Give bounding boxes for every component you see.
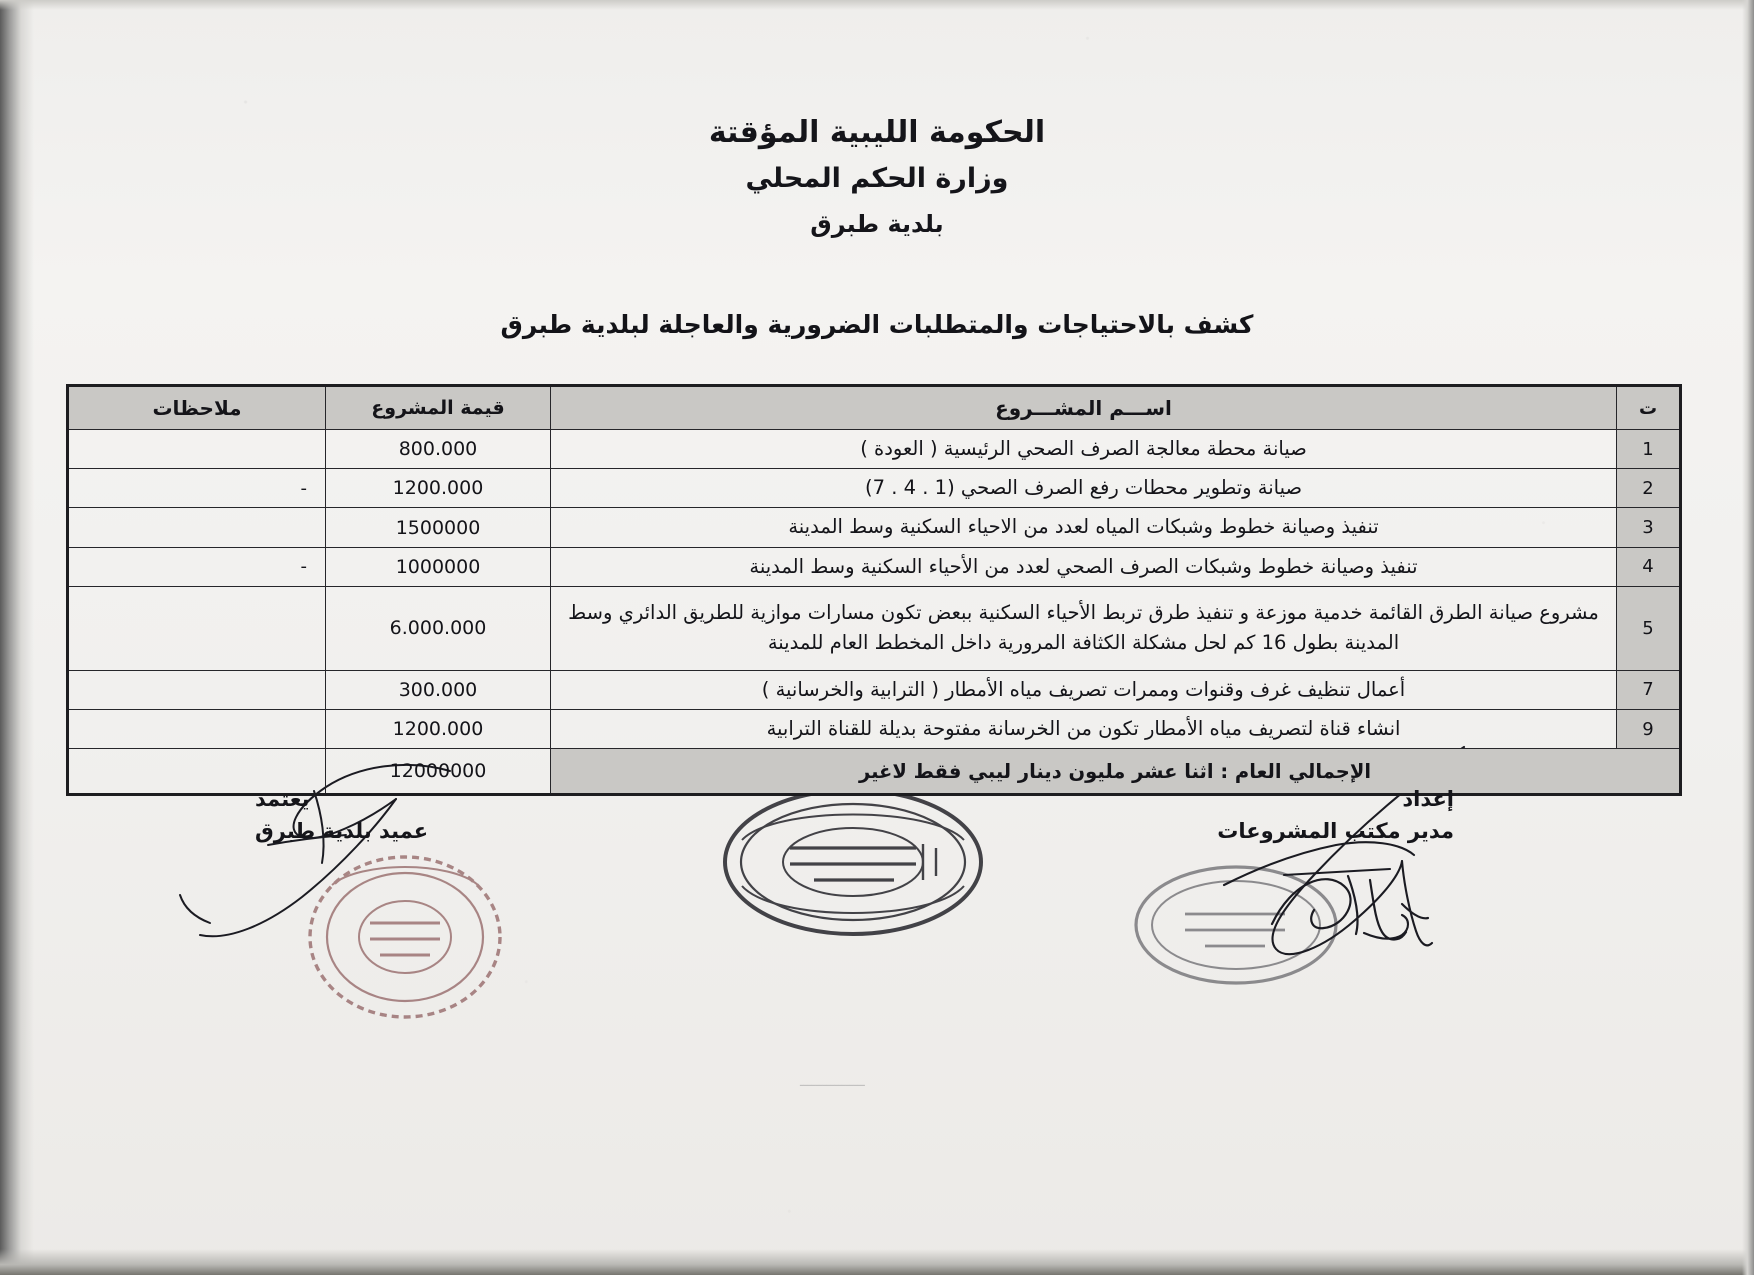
cell-project-value: 1000000 <box>326 547 551 586</box>
table-header <box>68 386 1681 430</box>
scan-edge-top <box>0 0 1754 10</box>
projects-table-container <box>66 384 1682 796</box>
cell-project-value: 300.000 <box>326 670 551 709</box>
header-government-line: الحكومة الليبية المؤقتة <box>708 115 1046 150</box>
cell-project-name: صيانة محطة معالجة الصرف الصحي الرئيسية ( العودة ) <box>551 430 1617 469</box>
signature-block-approver <box>255 784 515 847</box>
cell-notes <box>68 508 326 547</box>
table-row <box>68 508 1681 547</box>
table-body <box>68 430 1681 795</box>
cell-no: 9 <box>1617 710 1681 749</box>
column-header-notes: ملاحظات <box>68 386 326 430</box>
signature-role-approver: عميد بلدية طبرق <box>255 818 429 843</box>
table-row <box>68 547 1681 586</box>
handwritten-initials-preparer <box>1252 852 1442 962</box>
signature-role-preparer: مدير مكتب المشروعات <box>1217 818 1454 843</box>
cell-no: 3 <box>1617 508 1681 547</box>
bleed-through-text: ـــــــــــــــــ <box>800 1075 865 1090</box>
column-header-project-name: اســـم المشـــروع <box>551 386 1617 430</box>
page-title: كشف بالاحتياجات والمتطلبات الضرورية والعاجلة لبلدية طبرق <box>500 310 1254 339</box>
scan-edge-bottom <box>0 1249 1754 1275</box>
cell-project-name: انشاء قناة لتصريف مياه الأمطار تكون من الخرسانة مفتوحة بديلة للقناة الترابية <box>551 710 1617 749</box>
cell-project-name: أعمال تنظيف غرف وقنوات وممرات تصريف مياه الأمطار ( الترابية والخرسانية ) <box>551 670 1617 709</box>
cell-notes <box>68 547 326 586</box>
notes-dash: - <box>300 556 307 578</box>
cell-project-value: 800.000 <box>326 430 551 469</box>
cell-notes <box>68 430 326 469</box>
cell-notes <box>68 586 326 670</box>
cell-project-name: تنفيذ وصيانة خطوط وشبكات الصرف الصحي لعدد من الأحياء السكنية وسط المدينة <box>551 547 1617 586</box>
cell-notes <box>68 670 326 709</box>
cell-no: 4 <box>1617 547 1681 586</box>
header-ministry-line: وزارة الحكم المحلي <box>745 163 1009 195</box>
table-row <box>68 469 1681 508</box>
table-row <box>68 670 1681 709</box>
cell-project-value: 1500000 <box>326 508 551 547</box>
signature-block-preparer <box>1194 784 1454 847</box>
cell-no: 1 <box>1617 430 1681 469</box>
cell-project-value: 1200.000 <box>326 469 551 508</box>
signature-title-approver: يعتمد <box>255 787 310 811</box>
cell-project-name: مشروع صيانة الطرق القائمة خدمية موزعة و تنفيذ طرق تربط الأحياء السكنية ببعض تكون مسارات موازية للطريق الدائري وسط المدينة بطول 16 كم لحل مشكلة الكثافة المرورية داخل المخطط العام للمدينة <box>551 586 1617 670</box>
signature-title-preparer: إعداد <box>1402 787 1454 811</box>
projects-table <box>66 384 1682 796</box>
table-header-row <box>68 386 1681 430</box>
cell-project-name: صيانة وتطوير محطات رفع الصرف الصحي (1 . 4 . 7) <box>551 469 1617 508</box>
total-value: 12000000 <box>326 749 551 795</box>
cell-notes <box>68 469 326 508</box>
cell-project-value: 1200.000 <box>326 710 551 749</box>
official-stamp-center <box>718 782 988 946</box>
total-label: الإجمالي العام : اثنا عشر مليون دينار ليبي فقط لاغير <box>551 749 1681 795</box>
column-header-project-value: قيمة المشروع <box>326 386 551 430</box>
notes-dash: - <box>300 477 307 499</box>
cell-project-value: 6.000.000 <box>326 586 551 670</box>
cell-no: 2 <box>1617 469 1681 508</box>
cell-no: 7 <box>1617 670 1681 709</box>
table-row <box>68 710 1681 749</box>
table-row <box>68 430 1681 469</box>
cell-project-name: تنفيذ وصيانة خطوط وشبكات المياه لعدد من الاحياء السكنية وسط المدينة <box>551 508 1617 547</box>
cell-notes <box>68 710 326 749</box>
column-header-no: ت <box>1617 386 1681 430</box>
table-row <box>68 586 1681 670</box>
document-header <box>0 112 1754 238</box>
header-municipality-line: بلدية طبرق <box>810 209 944 238</box>
cell-no: 5 <box>1617 586 1681 670</box>
